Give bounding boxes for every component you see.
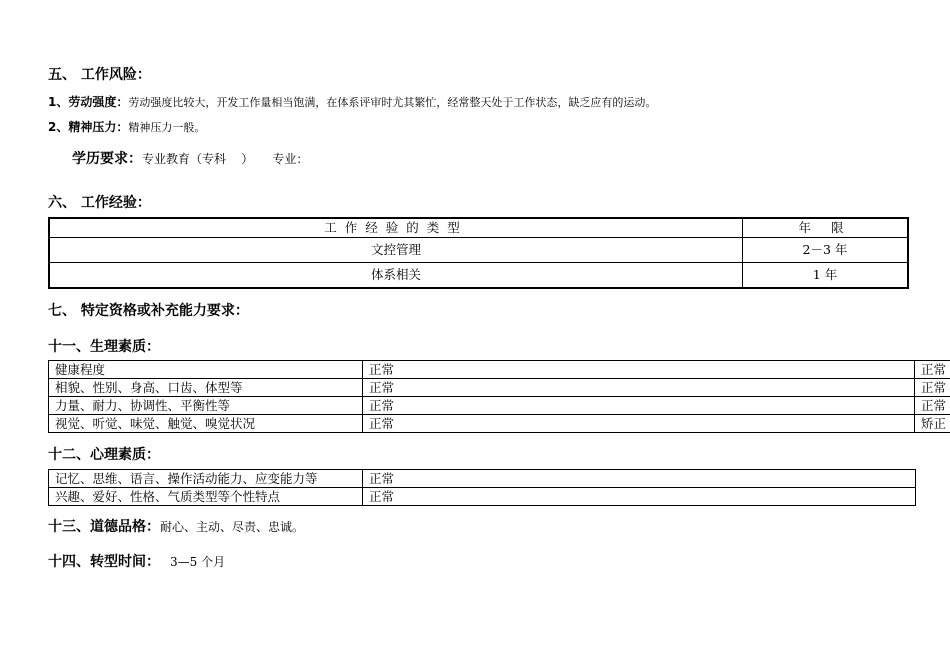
- experience-years-cell: 1 年: [743, 263, 909, 289]
- risk-item-2-label: 2、精神压力：: [48, 120, 129, 134]
- section14-line: [48, 551, 225, 571]
- section14-text: 3—5 个月: [170, 555, 226, 569]
- physical-req-cell: 正常: [363, 379, 915, 397]
- risk-item-1-label: 1、劳动强度：: [48, 95, 129, 109]
- physical-extra-cell: 正常: [915, 379, 950, 397]
- section14-title: 十四、转型时间：: [48, 554, 160, 570]
- section13-text: 耐心、主动、尽责、忠诚。: [160, 520, 305, 534]
- psychological-table: [48, 469, 916, 506]
- experience-table: [48, 217, 909, 289]
- risk-item-1: [48, 91, 656, 110]
- section12-title: 十二、心理素质：: [48, 447, 160, 463]
- physical-extra-cell: 矫正: [915, 415, 950, 433]
- physical-req-cell: 正常: [363, 361, 915, 379]
- physical-req-cell: 正常: [363, 415, 915, 433]
- education-text: 专业教育（专科 ） 专业：: [142, 152, 309, 166]
- education-label: 学历要求：: [72, 151, 142, 167]
- risk-item-1-text: 劳动强度比较大，开发工作量相当饱满，在体系评审时尤其繁忙，经常整天处于工作状态，缺乏应有的运动。: [128, 96, 657, 109]
- psych-item-cell: 兴趣、爱好、性格、气质类型等个性特点: [49, 488, 363, 506]
- physical-req-cell: 正常: [363, 397, 915, 415]
- table-row: [49, 397, 950, 415]
- psych-item-cell: 记忆、思维、语言、操作活动能力、应变能力等: [49, 470, 363, 488]
- table-row: [49, 415, 950, 433]
- experience-years-cell: 2－3 年: [743, 238, 909, 263]
- experience-type-cell: 体系相关: [49, 263, 743, 289]
- physical-extra-cell: 正常: [915, 361, 950, 379]
- physical-item-cell: 健康程度: [49, 361, 363, 379]
- section6-title: 六、 工作经验：: [48, 195, 151, 211]
- physical-item-cell: 视觉、听觉、味觉、触觉、嗅觉状况: [49, 415, 363, 433]
- section13-line: [48, 516, 304, 536]
- table-row: [49, 488, 916, 506]
- physical-table: [48, 360, 950, 433]
- section5-title: 五、 工作风险：: [48, 67, 151, 83]
- section11-title: 十一、生理素质：: [48, 339, 160, 355]
- physical-extra-cell: 正常: [915, 397, 950, 415]
- experience-type-cell: 文控管理: [49, 238, 743, 263]
- physical-item-cell: 相貌、性别、身高、口齿、体型等: [49, 379, 363, 397]
- table-row: [49, 263, 908, 289]
- table-row: [49, 361, 950, 379]
- experience-header-type: 工作经验的类型: [49, 218, 743, 238]
- section13-title: 十三、道德品格：: [48, 519, 160, 535]
- risk-item-2: [48, 116, 205, 135]
- physical-item-cell: 力量、耐力、协调性、平衡性等: [49, 397, 363, 415]
- psych-req-cell: 正常: [363, 470, 916, 488]
- experience-header-row: [49, 218, 908, 238]
- psych-req-cell: 正常: [363, 488, 916, 506]
- table-row: [49, 470, 916, 488]
- experience-header-years: 年 限: [743, 218, 909, 238]
- table-row: [49, 238, 908, 263]
- table-row: [49, 379, 950, 397]
- section7-title: 七、 特定资格或补充能力要求：: [48, 303, 249, 319]
- risk-item-2-text: 精神压力一般。: [128, 121, 206, 134]
- education-line: [72, 148, 308, 168]
